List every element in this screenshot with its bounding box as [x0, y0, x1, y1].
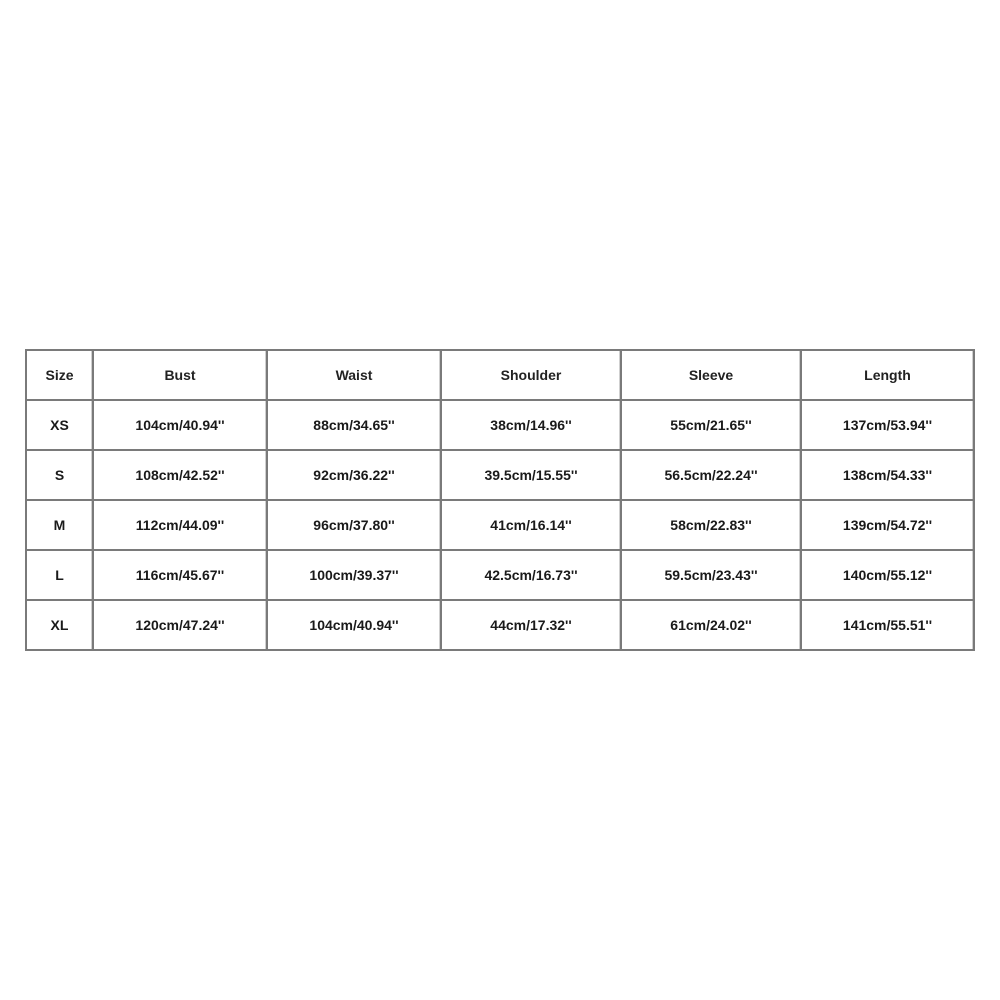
size-cell: L [27, 551, 94, 601]
bust-cell: 112cm/44.09'' [94, 501, 268, 551]
header-waist: Waist [268, 351, 442, 401]
shoulder-cell: 44cm/17.32'' [442, 601, 622, 651]
size-cell: XS [27, 401, 94, 451]
shoulder-cell: 42.5cm/16.73'' [442, 551, 622, 601]
length-cell: 140cm/55.12'' [802, 551, 975, 601]
waist-cell: 92cm/36.22'' [268, 451, 442, 501]
length-cell: 139cm/54.72'' [802, 501, 975, 551]
table-row [27, 401, 975, 451]
table-row [27, 601, 975, 651]
sleeve-cell: 61cm/24.02'' [622, 601, 802, 651]
bust-cell: 120cm/47.24'' [94, 601, 268, 651]
waist-cell: 104cm/40.94'' [268, 601, 442, 651]
header-sleeve: Sleeve [622, 351, 802, 401]
size-cell: S [27, 451, 94, 501]
bust-cell: 116cm/45.67'' [94, 551, 268, 601]
sleeve-cell: 56.5cm/22.24'' [622, 451, 802, 501]
table-row [27, 501, 975, 551]
size-chart-table [25, 349, 975, 651]
shoulder-cell: 41cm/16.14'' [442, 501, 622, 551]
header-length: Length [802, 351, 975, 401]
bust-cell: 108cm/42.52'' [94, 451, 268, 501]
header-bust: Bust [94, 351, 268, 401]
table-row [27, 451, 975, 501]
header-shoulder: Shoulder [442, 351, 622, 401]
size-cell: XL [27, 601, 94, 651]
waist-cell: 88cm/34.65'' [268, 401, 442, 451]
table-row [27, 551, 975, 601]
waist-cell: 96cm/37.80'' [268, 501, 442, 551]
length-cell: 141cm/55.51'' [802, 601, 975, 651]
length-cell: 137cm/53.94'' [802, 401, 975, 451]
bust-cell: 104cm/40.94'' [94, 401, 268, 451]
length-cell: 138cm/54.33'' [802, 451, 975, 501]
size-cell: M [27, 501, 94, 551]
sleeve-cell: 55cm/21.65'' [622, 401, 802, 451]
shoulder-cell: 39.5cm/15.55'' [442, 451, 622, 501]
sleeve-cell: 59.5cm/23.43'' [622, 551, 802, 601]
shoulder-cell: 38cm/14.96'' [442, 401, 622, 451]
waist-cell: 100cm/39.37'' [268, 551, 442, 601]
table-header-row [27, 351, 975, 401]
sleeve-cell: 58cm/22.83'' [622, 501, 802, 551]
header-size: Size [27, 351, 94, 401]
